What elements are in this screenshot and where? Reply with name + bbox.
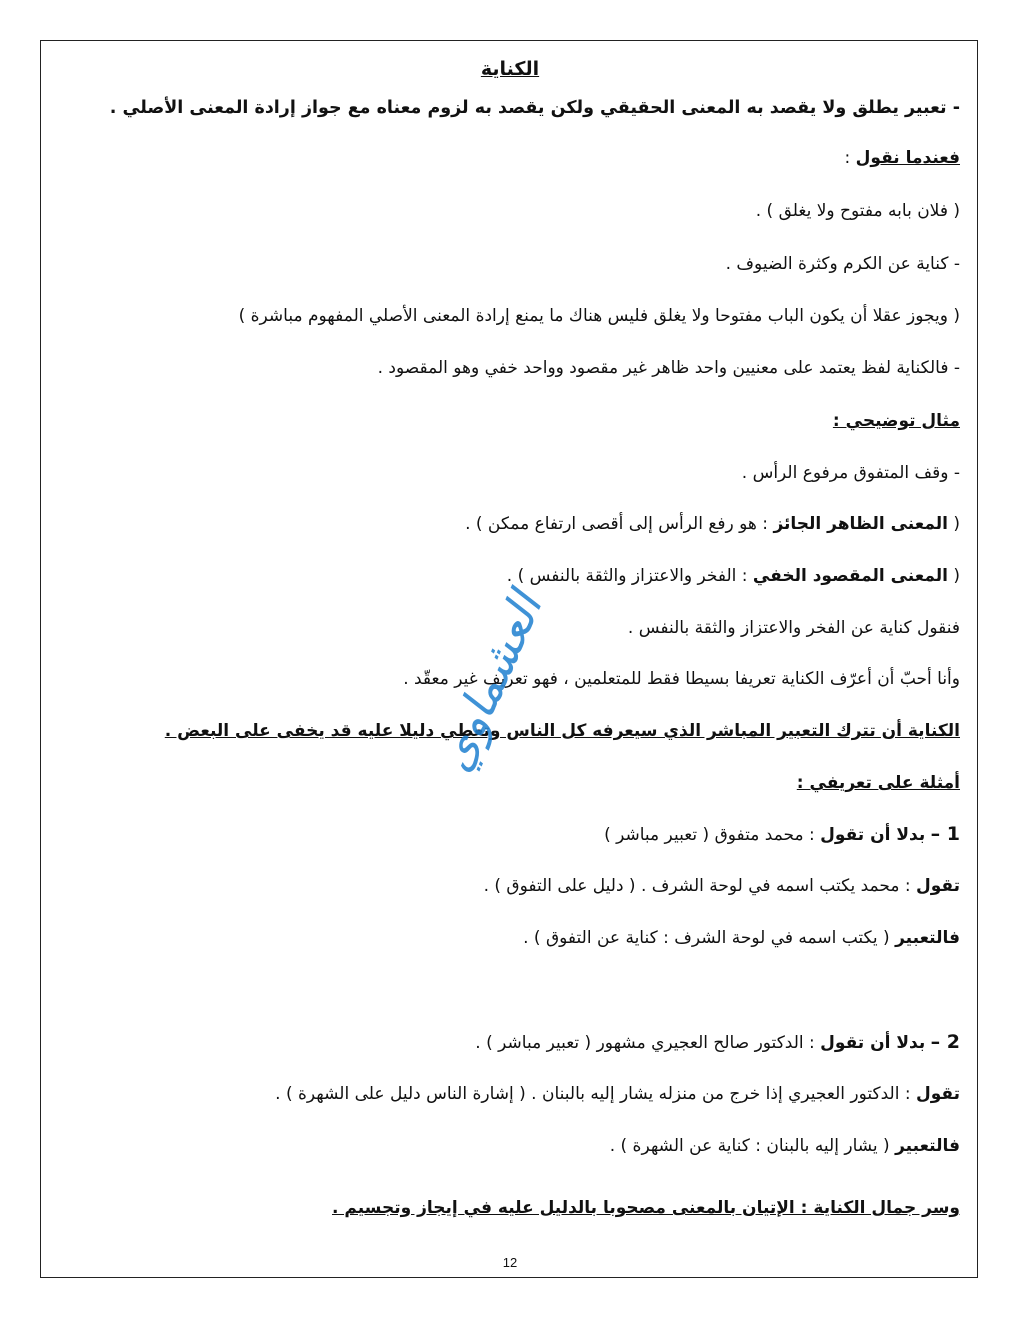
hidden-meaning bbox=[60, 564, 960, 588]
example-1-say-text: : محمد يكتب اسمه في لوحة الشرف . ( دليل على التفوق ) . bbox=[483, 876, 911, 896]
illustrative-sentence: - وقف المتفوق مرفوع الرأس . bbox=[741, 463, 960, 483]
example-2-expr-text: ( يشار إليه بالبنان : كناية عن الشهرة ) . bbox=[609, 1136, 890, 1156]
example-2-expr-label: فالتعبير bbox=[895, 1136, 960, 1156]
page-title: الكناية bbox=[480, 58, 540, 80]
example-1-sentence: ( فلان بابه مفتوح ولا يغلق ) . bbox=[755, 201, 960, 221]
so-we-say: فنقول كناية عن الفخر والاعتزاز والثقة بالنفس . bbox=[627, 618, 960, 638]
watermark: العشماوي bbox=[426, 584, 553, 780]
example-1-expr-text: ( يكتب اسمه في لوحة الشرف : كناية عن التفوق ) . bbox=[523, 928, 890, 948]
example-2-instead-label: بدلا أن تقول bbox=[820, 1033, 926, 1053]
example-2-say-label: تقول bbox=[915, 1084, 960, 1104]
when-heading: فعندما نقول bbox=[855, 148, 960, 168]
example-1-expr-label: فالتعبير bbox=[895, 928, 960, 948]
page-number: 12 bbox=[502, 1255, 518, 1270]
example-1-instead-label: بدلا أن تقول bbox=[820, 825, 926, 845]
apparent-label: المعنى الظاهر الجائز bbox=[773, 514, 948, 534]
author-preference: وأنا أحبّ أن أعرّف الكناية تعريفا بسيطا فقط للمتعلمين ، فهو تعريف غير معقّد . bbox=[403, 669, 960, 689]
example-2-expression bbox=[60, 1134, 960, 1158]
example-1-note: ( ويجوز عقلا أن يكون الباب مفتوحا ولا يغلق فليس هناك ما يمنع إرادة المعنى الأصلي المفهوم مباشرة ) bbox=[238, 306, 960, 326]
apparent-meaning bbox=[60, 512, 960, 536]
when-colon: : bbox=[844, 148, 851, 168]
example-2-instead-text: : الدكتور صالح العجيري مشهور ( تعبير مباشر ) . bbox=[475, 1033, 815, 1053]
example-2-say bbox=[60, 1082, 960, 1106]
example-2-instead bbox=[60, 1030, 960, 1055]
examples-heading: أمثلة على تعريفي : bbox=[796, 773, 960, 793]
hidden-label: المعنى المقصود الخفي bbox=[752, 566, 948, 586]
example-2-say-text: : الدكتور العجيري إذا خرج من منزله يشار إليه بالبنان . ( إشارة الناس دليل على الشهرة ) . bbox=[275, 1084, 911, 1104]
hidden-text: : الفخر والاعتزاز والثقة بالنفس ) . bbox=[506, 566, 748, 586]
hidden-open: ( bbox=[953, 566, 960, 586]
apparent-open: ( bbox=[953, 514, 960, 534]
example-1-number: 1 – bbox=[930, 823, 960, 845]
example-1-say bbox=[60, 874, 960, 898]
definition: - تعبير يطلق ولا يقصد به المعنى الحقيقي ولكن يقصد به لزوم معناه مع جواز إرادة المعنى الأصلي . bbox=[109, 98, 960, 118]
when-heading-line bbox=[60, 146, 960, 170]
apparent-text: : هو رفع الرأس إلى أقصى ارتفاع ممكن ) . bbox=[465, 514, 769, 534]
example-1-instead-text: : محمد متفوق ( تعبير مباشر ) bbox=[604, 825, 815, 845]
example-1-kinaya: - كناية عن الكرم وكثرة الضيوف . bbox=[725, 254, 960, 274]
beauty-of-kinaya: وسر جمال الكناية : الإتيان بالمعنى مصحوبا بالدليل عليه في إيجاز وتجسيم . bbox=[332, 1198, 960, 1218]
example-2-number: 2 – bbox=[930, 1031, 960, 1053]
example-1-expression bbox=[60, 926, 960, 950]
example-1-instead bbox=[60, 822, 960, 847]
illustrative-heading: مثال توضيحي : bbox=[832, 411, 960, 431]
example-1-say-label: تقول bbox=[915, 876, 960, 896]
simple-definition: الكناية أن تترك التعبير المباشر الذي سيعرفه كل الناس وتعطي دليلا عليه قد يخفى على البعض . bbox=[164, 721, 960, 741]
kinaya-summary: - فالكناية لفظ يعتمد على معنيين واحد ظاهر غير مقصود وواحد خفي وهو المقصود . bbox=[377, 358, 960, 378]
